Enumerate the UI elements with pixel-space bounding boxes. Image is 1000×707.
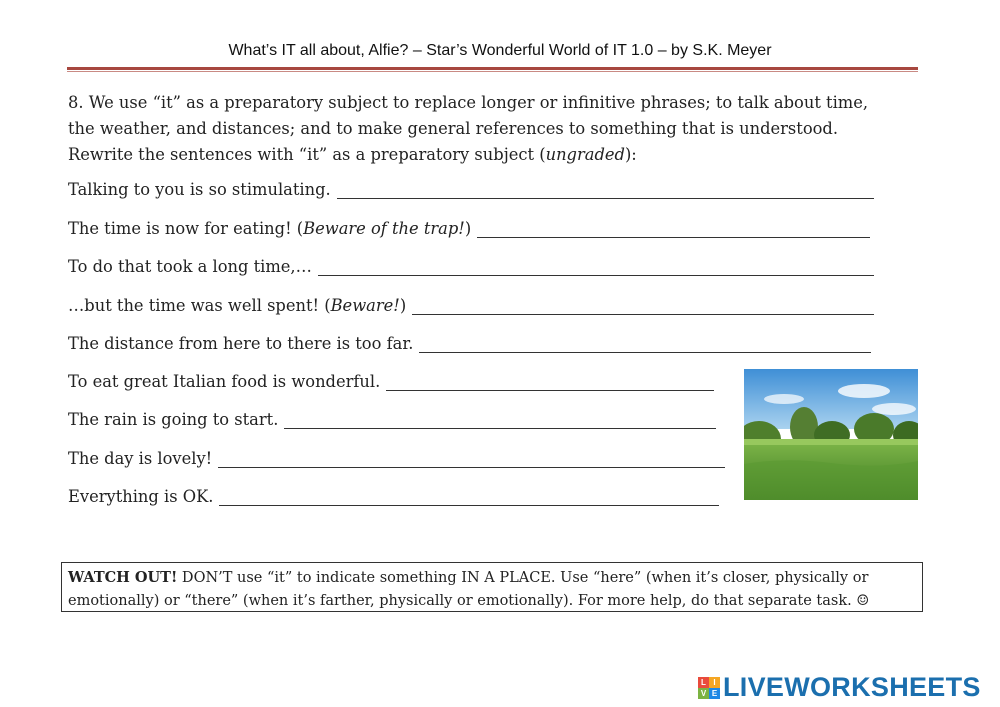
logo-letter: E (709, 688, 720, 699)
watch-out-text: DON’T use “it” to indicate something IN A PLACE. Use “here” (when it’s closer, physically or (177, 570, 869, 586)
exercise-row (68, 334, 871, 353)
exercise-row (68, 257, 874, 276)
watch-out-box (61, 562, 923, 612)
header-divider-thin (67, 71, 918, 72)
logo-letter: L (698, 677, 709, 688)
instructions-text: Rewrite the sentences with “it” as a preparatory subject ( (68, 145, 546, 164)
instructions-line-3 (68, 142, 928, 168)
page-header: What’s IT all about, Alfie? – Star’s Wonderful World of IT 1.0 – by S.K. Meyer (228, 42, 772, 59)
watch-out-line-2: emotionally) or “there” (when it’s farther, physically or emotionally). For more help, do that separate task. ☺ (68, 593, 870, 609)
exercise-hint: Beware of the trap! (303, 219, 465, 238)
exercise-prompt: The day is lovely! (68, 449, 213, 468)
exercise-prompt: …but the time was well spent! ( (68, 296, 331, 315)
answer-blank[interactable] (219, 491, 719, 506)
liveworksheets-logo-icon (698, 677, 720, 699)
exercise-prompt: Talking to you is so stimulating. (68, 180, 331, 199)
watch-out-line-1 (68, 566, 916, 590)
liveworksheets-logo[interactable] (698, 672, 981, 703)
exercise-prompt: To eat great Italian food is wonderful. (68, 372, 381, 391)
exercise-row (68, 219, 870, 238)
exercise-prompt: The time is now for eating! ( (68, 219, 304, 238)
logo-letter: I (709, 677, 720, 688)
watch-out-label: WATCH OUT! (68, 569, 178, 586)
instructions-emphasis: ungraded (545, 145, 625, 164)
logo-text: LIVEWORKSHEETS (723, 672, 981, 702)
instructions-line-2: the weather, and distances; and to make general references to something that is understood. (68, 119, 839, 138)
exercise-row (68, 410, 716, 429)
answer-blank[interactable] (318, 261, 874, 276)
answer-blank[interactable] (419, 338, 871, 353)
exercise-row (68, 372, 714, 391)
meadow-photo (744, 369, 918, 500)
exercise-prompt: Everything is OK. (68, 487, 214, 506)
answer-blank[interactable] (412, 300, 874, 315)
exercise-prompt-end: ) (464, 219, 472, 238)
exercise-prompt: To do that took a long time,… (68, 257, 312, 276)
answer-blank[interactable] (337, 184, 874, 199)
instructions-text-end: ): (624, 145, 637, 164)
exercise-hint: Beware! (330, 296, 400, 315)
answer-blank[interactable] (218, 453, 725, 468)
exercise-prompt-end: ) (399, 296, 407, 315)
exercise-row (68, 449, 725, 468)
instructions (68, 90, 928, 168)
exercise-prompt: The distance from here to there is too far. (68, 334, 414, 353)
answer-blank[interactable] (477, 223, 870, 238)
instructions-line-1: 8. We use “it” as a preparatory subject to replace longer or infinitive phrases; to talk about time, (68, 93, 869, 112)
answer-blank[interactable] (386, 376, 714, 391)
exercise-row (68, 180, 874, 199)
exercise-row (68, 487, 719, 506)
exercise-prompt: The rain is going to start. (68, 410, 279, 429)
answer-blank[interactable] (284, 414, 716, 429)
exercise-row (68, 296, 874, 315)
logo-letter: V (698, 688, 709, 699)
header-divider (67, 67, 918, 70)
